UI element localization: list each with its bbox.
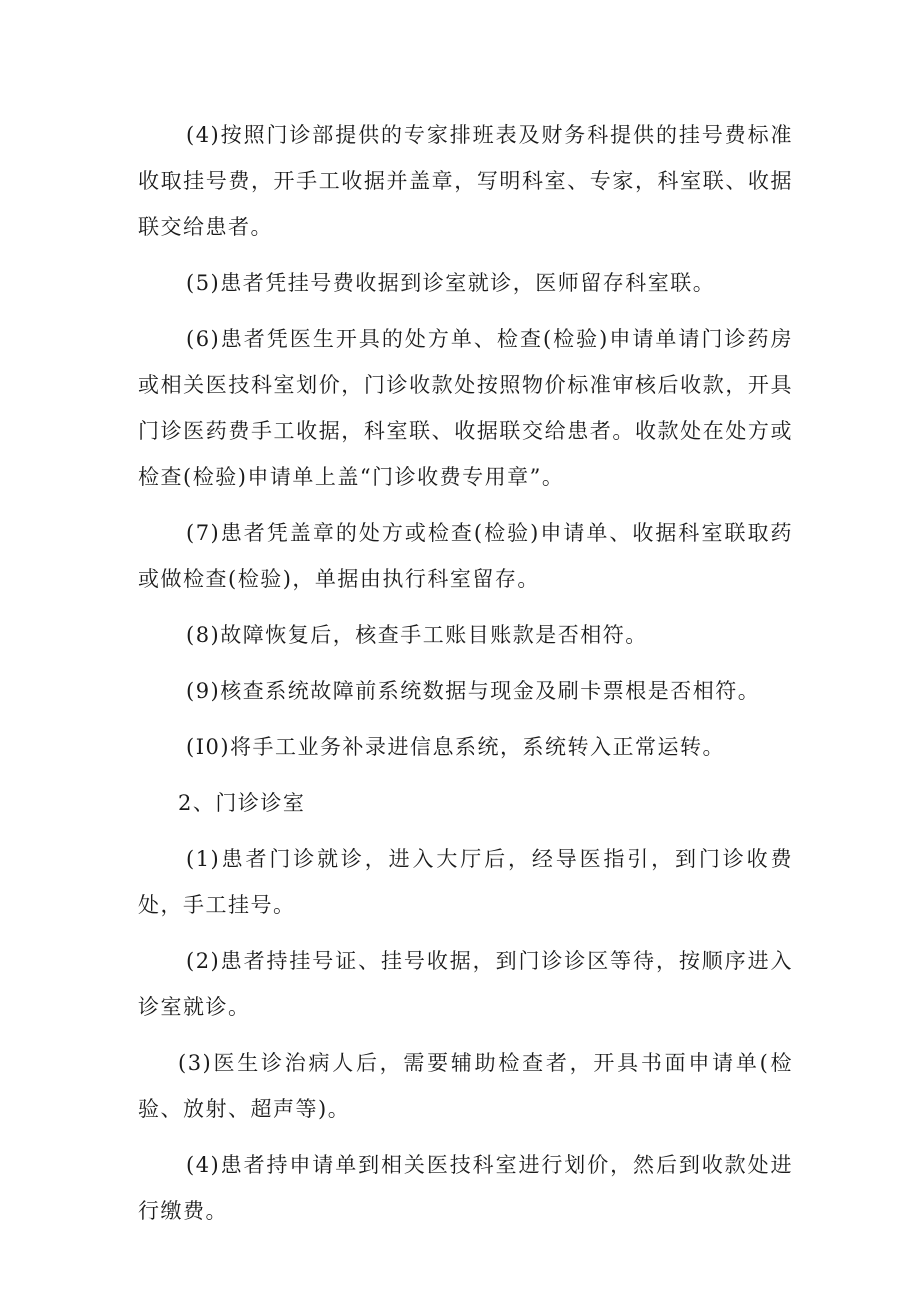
paragraph-payment: (4)患者持申请单到相关医技科室进行划价，然后到收款处进行缴费。 [138, 1153, 793, 1223]
paragraph-consultation-receipt: (5)患者凭挂号费收据到诊室就诊，医师留存科室联。 [186, 271, 716, 295]
paragraph-waiting-area: (2)患者持挂号证、挂号收据，到门诊诊区等待，按顺序进入诊室就诊。 [138, 949, 793, 1019]
paragraph-manual-registration: (1)患者门诊就诊，进入大厅后，经导医指引，到门诊收费处，手工挂号。 [138, 847, 793, 917]
paragraph-request-form: (3)医生诊治病人后，需要辅助检查者，开具书面申请单(检验、放射、超声等)。 [138, 1051, 793, 1121]
paragraph-system-recovery: (I0)将手工业务补录进信息系统，系统转入正常运转。 [186, 735, 726, 759]
paragraph-registration-fee: (4)按照门诊部提供的专家排班表及财务科提供的挂号费标准收取挂号费，开手工收据并盖章，写明科室、专家，科室联、收据联交给患者。 [138, 123, 793, 239]
paragraph-pricing-payment: (6)患者凭医生开具的处方单、检查(检验)申请单请门诊药房或相关医技科室划价，门诊收款处按照物价标准审核后收款，开具门诊医药费手工收据，科室联、收据联交给患者。收款处在处方或检查(检验)申请单上盖“门诊收费专用章”。 [138, 327, 793, 489]
paragraph-system-data-check: (9)核查系统故障前系统数据与现金及刷卡票根是否相符。 [186, 679, 761, 703]
section-heading-outpatient-room: 2、门诊诊室 [178, 791, 306, 815]
paragraph-account-check: (8)故障恢复后，核查手工账目账款是否相符。 [186, 623, 648, 647]
paragraph-medicine-exam: (7)患者凭盖章的处方或检查(检验)申请单、收据科室联取药或做检查(检验)，单据由执行科室留存。 [138, 521, 793, 591]
document-body [138, 112, 793, 1244]
